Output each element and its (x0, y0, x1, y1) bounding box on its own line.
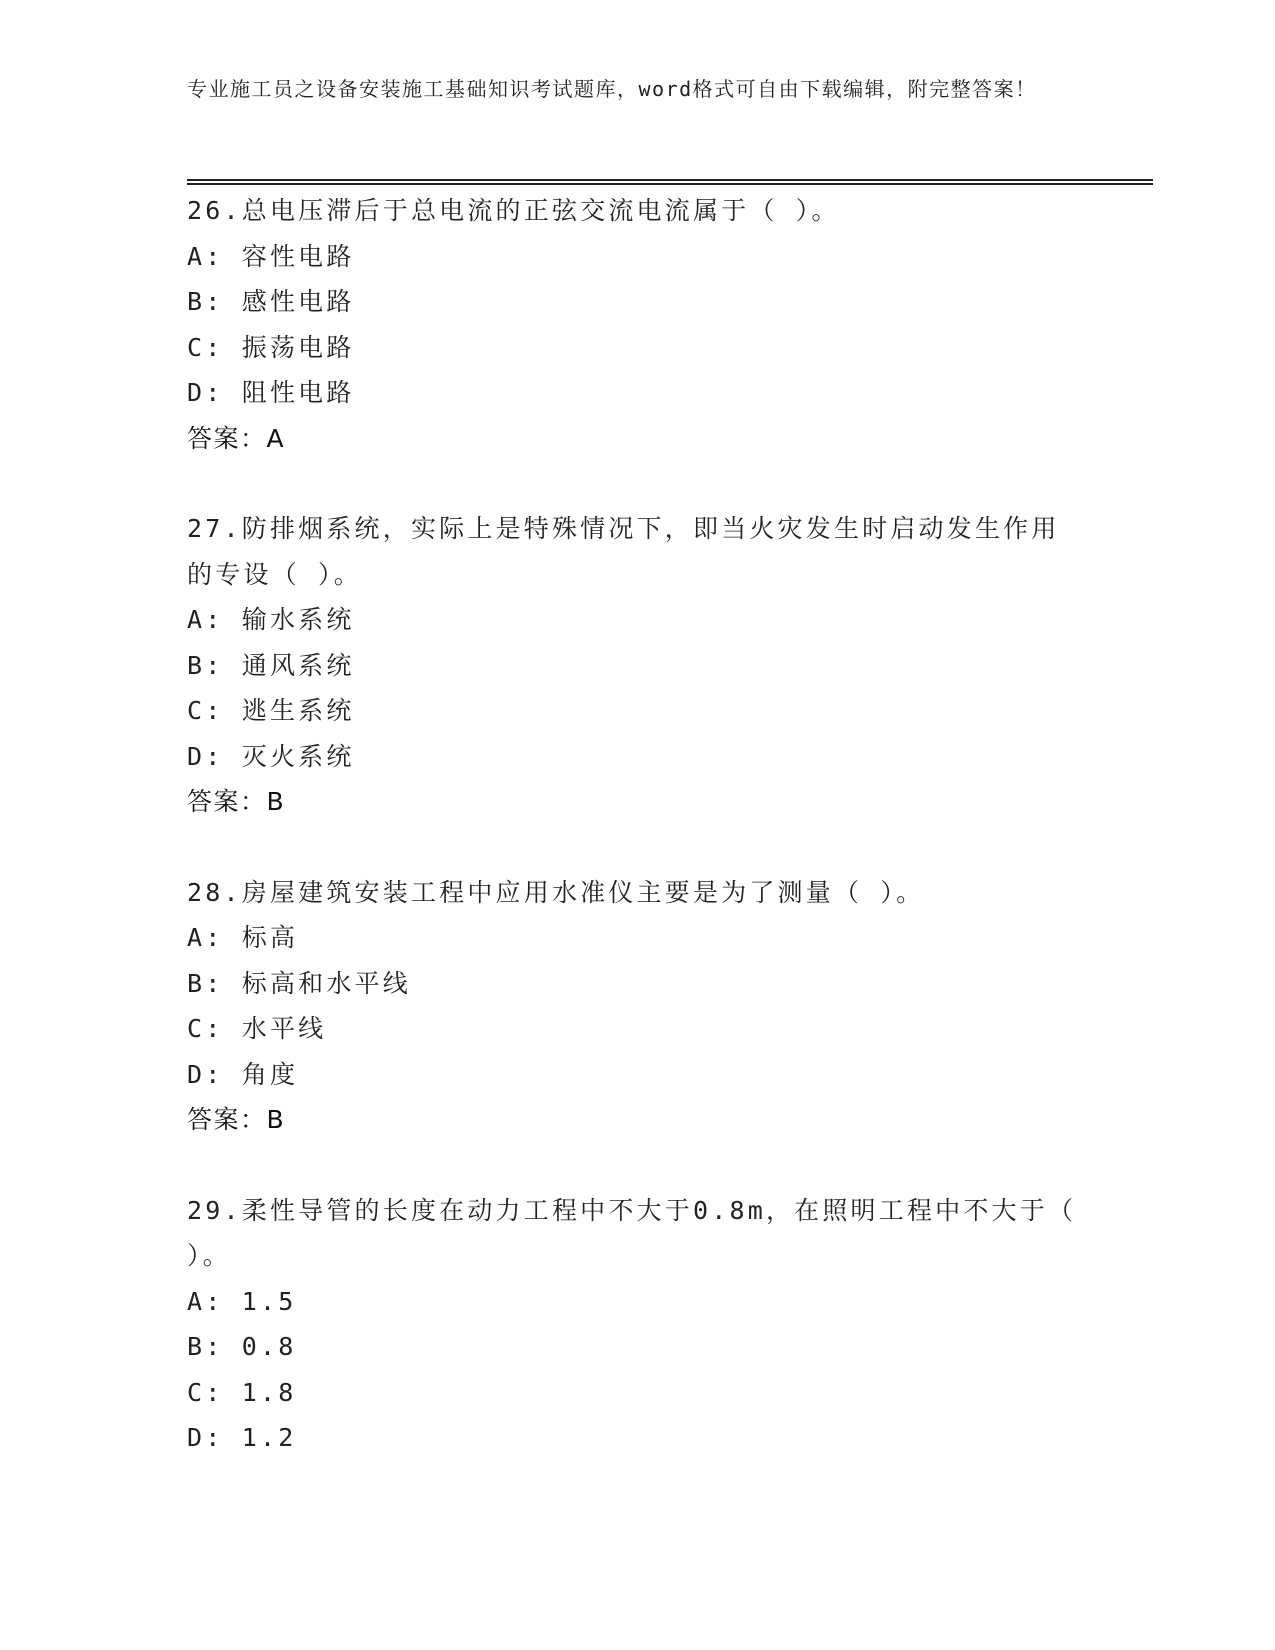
option-d: D: 1.2 (187, 1423, 297, 1452)
option-c: C: 1.8 (187, 1377, 297, 1407)
option-d: D: 阻性电路 (187, 378, 355, 407)
answer: 答案：B (187, 787, 286, 816)
question-spacer (187, 825, 1087, 870)
option-c: C: 水平线 (187, 1014, 327, 1043)
question-stem: 26.总电压滞后于总电流的正弦交流电流属于（ ）。 (187, 196, 840, 225)
answer: 答案：B (187, 1105, 286, 1134)
option-a: A: 标高 (187, 923, 299, 952)
question-stem: 29.柔性导管的长度在动力工程中不大于0.8m，在照明工程中不大于（ ）。 (187, 1195, 1095, 1270)
option-b: B: 感性电路 (187, 287, 355, 316)
option-b: B: 标高和水平线 (187, 968, 411, 998)
option-b: B: 通风系统 (187, 650, 355, 680)
question-stem: 28.房屋建筑安装工程中应用水准仪主要是为了测量（ ）。 (187, 877, 925, 907)
question-27 (187, 506, 1087, 825)
option-a: A: 输水系统 (187, 605, 355, 634)
option-c: C: 振荡电路 (187, 332, 355, 362)
question-spacer (187, 461, 1087, 506)
header-divider-bottom (187, 183, 1153, 185)
question-26 (187, 188, 1087, 461)
option-a: A: 1.5 (187, 1286, 297, 1316)
option-c: C: 逃生系统 (187, 696, 355, 725)
question-28 (187, 870, 1087, 1143)
question-stem: 27.防排烟系统，实际上是特殊情况下，即当火灾发生时启动发生作用的专设（ ）。 (187, 514, 1060, 589)
option-d: D: 灭火系统 (187, 741, 355, 771)
header-divider-top (187, 179, 1153, 181)
option-d: D: 角度 (187, 1059, 299, 1089)
option-a: A: 容性电路 (187, 241, 355, 271)
question-list (187, 188, 1095, 1461)
question-29 (187, 1188, 1095, 1461)
option-b: B: 0.8 (187, 1332, 297, 1361)
answer: 答案：A (187, 423, 286, 453)
document-header: 专业施工员之设备安装施工基础知识考试题库，word格式可自由下载编辑，附完整答案！ (187, 77, 1037, 101)
question-spacer (187, 1143, 1087, 1188)
